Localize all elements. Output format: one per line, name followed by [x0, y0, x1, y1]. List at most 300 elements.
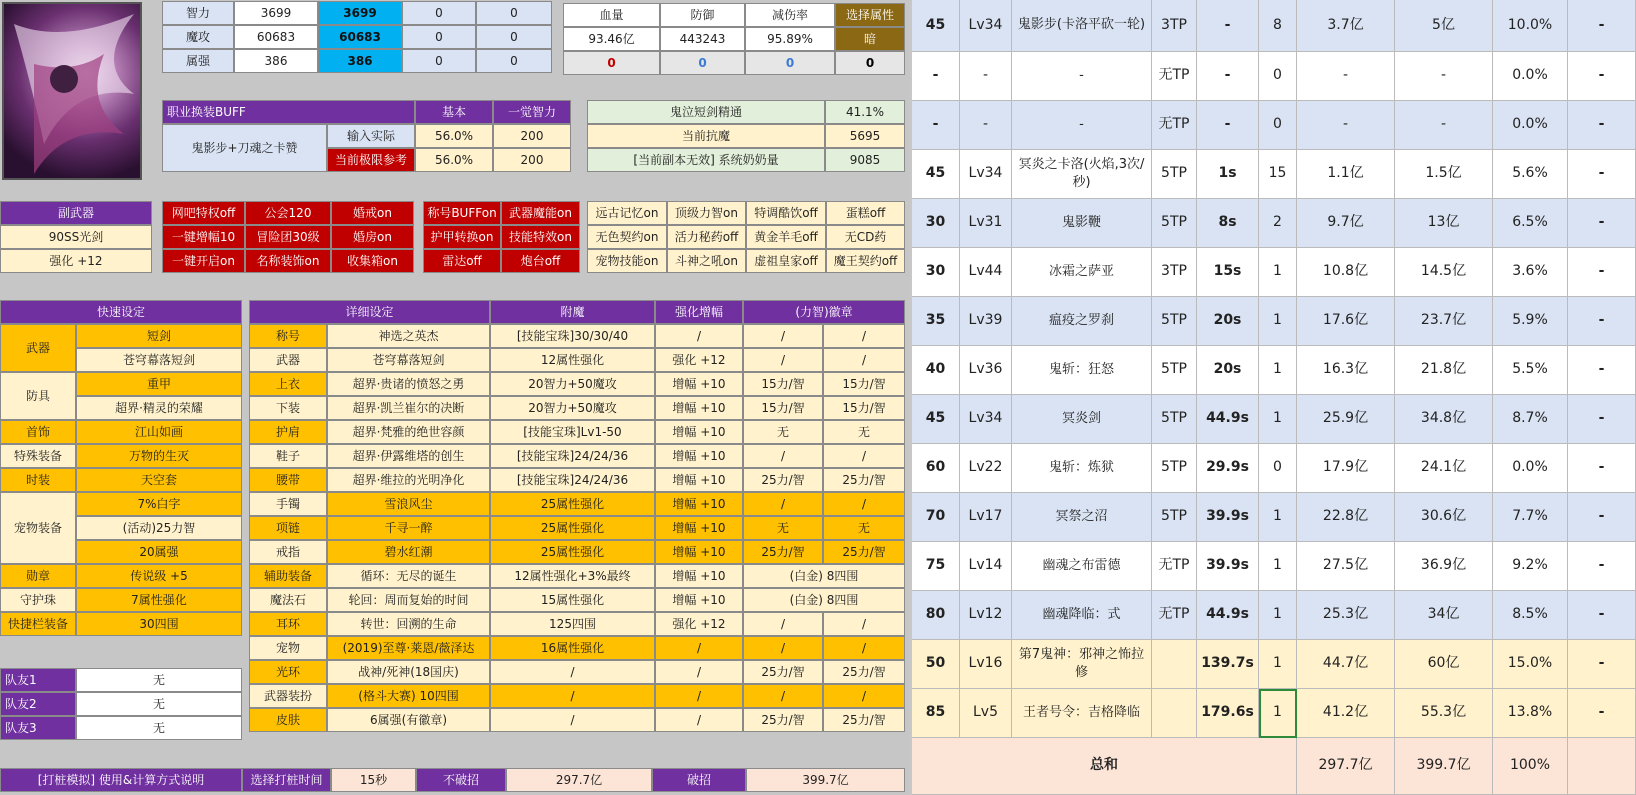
detail-cell: 项链	[249, 516, 327, 540]
toggle-button[interactable]: 收集箱on	[331, 249, 414, 273]
skill-row	[912, 493, 1636, 542]
quick-value[interactable]: 30四围	[76, 612, 242, 636]
teammate-value[interactable]: 无	[76, 668, 242, 692]
quick-value[interactable]: 超界·精灵的荣耀	[76, 396, 242, 420]
skill-count[interactable]: 2	[1259, 199, 1297, 248]
skill-dmg2: 5亿	[1395, 0, 1493, 52]
detail-cell[interactable]: 125四围	[490, 612, 655, 636]
skill-x: -	[1568, 542, 1636, 591]
skill-slv: Lv14	[960, 542, 1012, 591]
mastery-label: [当前副本无效] 系统奶奶量	[587, 148, 825, 172]
skill-dmg: 41.2亿	[1297, 689, 1395, 738]
monster-header: 防御	[660, 3, 745, 27]
toggle-button[interactable]: 雷达off	[423, 249, 501, 273]
detail-cell[interactable]: 25力/智	[823, 660, 905, 684]
quick-value[interactable]: (活动)25力智	[76, 516, 242, 540]
toggle-button[interactable]: 婚戒on	[331, 201, 414, 225]
detail-cell[interactable]: 超界·维拉的光明净化	[327, 468, 490, 492]
buff-input-label: 输入实际	[327, 124, 415, 148]
buff-skill-name: 鬼影步+刀魂之卡赞	[162, 124, 327, 172]
skill-dmg2: 34.8亿	[1395, 395, 1493, 444]
detail-cell[interactable]: 增幅 +10	[655, 396, 743, 420]
detail-cell[interactable]: /	[655, 660, 743, 684]
skill-x: -	[1568, 101, 1636, 150]
toggle-button[interactable]: 一键增幅10	[162, 225, 245, 249]
quick-value[interactable]: 天空套	[76, 468, 242, 492]
skill-pct: 5.9%	[1493, 297, 1568, 346]
skill-tp: 5TP	[1152, 297, 1197, 346]
detail-cell[interactable]: /	[743, 444, 823, 468]
detail-cell[interactable]: 超界·梵雅的绝世容颜	[327, 420, 490, 444]
detail-cell: 腰带	[249, 468, 327, 492]
detail-cell[interactable]: 15力/智	[743, 372, 823, 396]
toggle-button[interactable]: 称号BUFFon	[423, 201, 501, 225]
skill-x: -	[1568, 248, 1636, 297]
skill-tp: 5TP	[1152, 150, 1197, 199]
skill-slv: Lv31	[960, 199, 1012, 248]
detail-header: (力智)徽章	[743, 300, 905, 324]
detail-cell[interactable]: 16属性强化	[490, 636, 655, 660]
detail-cell: 上衣	[249, 372, 327, 396]
skill-slv: -	[960, 52, 1012, 101]
skill-table	[912, 0, 1636, 795]
detail-cell[interactable]: (白金) 8四围	[743, 564, 905, 588]
skill-x: -	[1568, 346, 1636, 395]
skill-cd: 39.9s	[1197, 493, 1259, 542]
stat-extra-b: 0	[476, 1, 552, 25]
skill-count[interactable]: 1	[1259, 248, 1297, 297]
stat-label: 魔攻	[162, 25, 234, 49]
toggle-button[interactable]: 武器魔能on	[501, 201, 580, 225]
detail-cell[interactable]: 碧水红潮	[327, 540, 490, 564]
detail-cell: 辅助装备	[249, 564, 327, 588]
detail-cell[interactable]: 25力/智	[823, 468, 905, 492]
buff-ref-label: 当前极限参考	[327, 148, 415, 172]
detail-cell[interactable]: 增幅 +10	[655, 564, 743, 588]
skill-dmg: -	[1297, 52, 1395, 101]
skill-dmg: 17.6亿	[1297, 297, 1395, 346]
skill-pct: 0.0%	[1493, 52, 1568, 101]
skill-dmg2: 55.3亿	[1395, 689, 1493, 738]
stat-base-value[interactable]: 60683	[234, 25, 318, 49]
help-link[interactable]: [打桩模拟] 使用&计算方式说明	[0, 768, 242, 792]
skill-cd: 20s	[1197, 346, 1259, 395]
detail-cell[interactable]: 增幅 +10	[655, 540, 743, 564]
toggle-button[interactable]: 顶级力智on	[667, 201, 746, 225]
skill-dmg: -	[1297, 101, 1395, 150]
detail-cell[interactable]: /	[743, 492, 823, 516]
toggle-button[interactable]: 黄金羊毛off	[746, 225, 826, 249]
detail-cell[interactable]: 超界·凯兰崔尔的决断	[327, 396, 490, 420]
skill-dmg2: 36.9亿	[1395, 542, 1493, 591]
detail-cell[interactable]: 无	[743, 516, 823, 540]
skill-tp: 3TP	[1152, 0, 1197, 52]
skill-name: -	[1012, 101, 1152, 150]
skill-count[interactable]: 1	[1259, 689, 1297, 738]
quick-label: 首饰	[0, 420, 76, 444]
total-row	[912, 738, 1636, 795]
toggle-button[interactable]: 技能特效on	[501, 225, 580, 249]
skill-pct: 6.5%	[1493, 199, 1568, 248]
detail-cell[interactable]: 增幅 +10	[655, 444, 743, 468]
detail-cell[interactable]: 25力/智	[823, 708, 905, 732]
skill-count[interactable]: 0	[1259, 52, 1297, 101]
skill-pct: 8.7%	[1493, 395, 1568, 444]
stat-final-value: 60683	[318, 25, 402, 49]
skill-pct: 10.0%	[1493, 0, 1568, 52]
skill-tp: 无TP	[1152, 101, 1197, 150]
stat-extra-b: 0	[476, 49, 552, 73]
toggle-button[interactable]: 婚房on	[331, 225, 414, 249]
skill-row	[912, 101, 1636, 150]
skill-lvl: 30	[912, 248, 960, 297]
skill-cd: 44.9s	[1197, 591, 1259, 640]
detail-cell[interactable]: 超界·伊露维塔的创生	[327, 444, 490, 468]
detail-cell[interactable]: 25属性强化	[490, 540, 655, 564]
detail-cell[interactable]: 25属性强化	[490, 492, 655, 516]
toggle-button[interactable]: 护甲转换on	[423, 225, 501, 249]
skill-count[interactable]: 1	[1259, 346, 1297, 395]
buff-header-int: 一觉智力	[493, 100, 571, 124]
detail-cell[interactable]: /	[490, 708, 655, 732]
skill-dmg: 10.8亿	[1297, 248, 1395, 297]
toggle-button[interactable]: 蛋糕off	[826, 201, 905, 225]
skill-row	[912, 640, 1636, 689]
detail-cell: 耳环	[249, 612, 327, 636]
monster-value[interactable]: 暗	[835, 27, 905, 51]
skill-lvl: 45	[912, 150, 960, 199]
detail-header: 附魔	[490, 300, 655, 324]
detail-cell[interactable]: 循环：无尽的诞生	[327, 564, 490, 588]
skill-row	[912, 542, 1636, 591]
quick-value[interactable]: 传说级 +5	[76, 564, 242, 588]
skill-lvl: 40	[912, 346, 960, 395]
skill-dmg2: 23.7亿	[1395, 297, 1493, 346]
skill-tp: 5TP	[1152, 199, 1197, 248]
detail-cell[interactable]: 12属性强化+3%最终	[490, 564, 655, 588]
detail-cell[interactable]: /	[743, 612, 823, 636]
skill-x: -	[1568, 640, 1636, 689]
skill-tp	[1152, 689, 1197, 738]
detail-cell[interactable]: [技能宝珠]Lv1-50	[490, 420, 655, 444]
detail-cell[interactable]: 增幅 +10	[655, 468, 743, 492]
skill-cd: -	[1197, 0, 1259, 52]
detail-cell[interactable]: /	[655, 708, 743, 732]
toggle-button[interactable]: 虚祖皇家off	[746, 249, 826, 273]
toggle-button[interactable]: 远古记忆on	[587, 201, 667, 225]
toggle-button[interactable]: 名称装饰on	[245, 249, 331, 273]
detail-cell[interactable]: /	[823, 636, 905, 660]
skill-slv: Lv12	[960, 591, 1012, 640]
mastery-value[interactable]: 9085	[825, 148, 905, 172]
detail-cell[interactable]: 战神/死神(18国庆)	[327, 660, 490, 684]
skill-slv: Lv34	[960, 395, 1012, 444]
skill-cd: 44.9s	[1197, 395, 1259, 444]
buff-input-base[interactable]: 56.0%	[415, 124, 493, 148]
skill-x: -	[1568, 52, 1636, 101]
skill-lvl: 50	[912, 640, 960, 689]
quick-value[interactable]: 苍穹幕落短剑	[76, 348, 242, 372]
detail-cell[interactable]: /	[743, 324, 823, 348]
detail-cell[interactable]: 25力/智	[743, 708, 823, 732]
skill-pct: 3.6%	[1493, 248, 1568, 297]
detail-cell[interactable]: 转世：回溯的生命	[327, 612, 490, 636]
skill-pct: 9.2%	[1493, 542, 1568, 591]
detail-cell[interactable]: 6属强(有徽章)	[327, 708, 490, 732]
skill-count[interactable]: 15	[1259, 150, 1297, 199]
detail-header: 强化增幅	[655, 300, 743, 324]
skill-count[interactable]: 8	[1259, 0, 1297, 52]
skill-name: 瘟疫之罗刹	[1012, 297, 1152, 346]
detail-cell: 鞋子	[249, 444, 327, 468]
skill-lvl: 80	[912, 591, 960, 640]
skill-x: -	[1568, 395, 1636, 444]
detail-cell[interactable]: 20智力+50魔攻	[490, 396, 655, 420]
time-select[interactable]: 15秒	[331, 768, 416, 792]
skill-dmg: 9.7亿	[1297, 199, 1395, 248]
detail-cell[interactable]: 15力/智	[823, 372, 905, 396]
monster-header: 减伤率	[745, 3, 835, 27]
skill-x: -	[1568, 493, 1636, 542]
skill-lvl: 85	[912, 689, 960, 738]
skill-count[interactable]: 1	[1259, 297, 1297, 346]
quick-value[interactable]: 重甲	[76, 372, 242, 396]
teammate-value[interactable]: 无	[76, 716, 242, 740]
stat-label: 属强	[162, 49, 234, 73]
detail-cell[interactable]: 25力/智	[743, 540, 823, 564]
skill-lvl: 35	[912, 297, 960, 346]
detail-cell[interactable]: [技能宝珠]24/24/36	[490, 468, 655, 492]
subweapon-enhance[interactable]: 强化 +12	[0, 249, 152, 273]
quick-label: 防具	[0, 372, 76, 420]
skill-row	[912, 150, 1636, 199]
detail-cell[interactable]: (白金) 8四围	[743, 588, 905, 612]
monster-value: 93.46亿	[563, 27, 660, 51]
skill-count[interactable]: 0	[1259, 444, 1297, 493]
skill-x: -	[1568, 689, 1636, 738]
skill-dmg2: 24.1亿	[1395, 444, 1493, 493]
detail-cell[interactable]: 强化 +12	[655, 348, 743, 372]
skill-name: 鬼斩：狂怒	[1012, 346, 1152, 395]
skill-count[interactable]: 0	[1259, 101, 1297, 150]
toggle-button[interactable]: 活力秘药off	[667, 225, 746, 249]
detail-cell[interactable]: /	[823, 492, 905, 516]
skill-slv: Lv34	[960, 150, 1012, 199]
skill-lvl: -	[912, 52, 960, 101]
detail-cell[interactable]: 无	[823, 420, 905, 444]
detail-cell[interactable]: 无	[743, 420, 823, 444]
detail-cell[interactable]: /	[823, 348, 905, 372]
detail-cell[interactable]: 千寻一醉	[327, 516, 490, 540]
skill-tp: 5TP	[1152, 346, 1197, 395]
toggle-button[interactable]: 公会120	[245, 201, 331, 225]
toggle-button[interactable]: 网吧特权off	[162, 201, 245, 225]
detail-cell[interactable]: /	[823, 324, 905, 348]
skill-lvl: 60	[912, 444, 960, 493]
stat-base-value[interactable]: 386	[234, 49, 318, 73]
skill-tp	[1152, 640, 1197, 689]
mastery-value[interactable]: 41.1%	[825, 100, 905, 124]
detail-cell[interactable]: 轮回：周而复始的时间	[327, 588, 490, 612]
detail-cell: 戒指	[249, 540, 327, 564]
skill-row	[912, 395, 1636, 444]
detail-cell[interactable]: 12属性强化	[490, 348, 655, 372]
teammate-label: 队友1	[0, 668, 76, 692]
detail-cell[interactable]: /	[743, 636, 823, 660]
toggle-button[interactable]: 魔王契约off	[826, 249, 905, 273]
monster-sub-value: 0	[745, 51, 835, 75]
toggle-button[interactable]: 冒险团30级	[245, 225, 331, 249]
detail-cell[interactable]: [技能宝珠]30/30/40	[490, 324, 655, 348]
mastery-value[interactable]: 5695	[825, 124, 905, 148]
skill-x: -	[1568, 591, 1636, 640]
detail-cell[interactable]: 神选之英杰	[327, 324, 490, 348]
buff-ref-base: 56.0%	[415, 148, 493, 172]
toggle-button[interactable]: 斗神之吼on	[667, 249, 746, 273]
skill-row	[912, 444, 1636, 493]
detail-cell[interactable]: (格斗大赛) 10四围	[327, 684, 490, 708]
detail-cell: 手镯	[249, 492, 327, 516]
stat-extra-a: 0	[402, 49, 476, 73]
skill-cd: 29.9s	[1197, 444, 1259, 493]
detail-cell[interactable]: 增幅 +10	[655, 516, 743, 540]
quick-value[interactable]: 江山如画	[76, 420, 242, 444]
detail-cell[interactable]: /	[655, 636, 743, 660]
toggle-button[interactable]: 一键开启on	[162, 249, 245, 273]
total-label: 总和	[912, 738, 1297, 795]
stat-final-value: 386	[318, 49, 402, 73]
skill-dmg2: 21.8亿	[1395, 346, 1493, 395]
total-dmg: 297.7亿	[1297, 738, 1395, 795]
detail-cell[interactable]: /	[490, 684, 655, 708]
stat-base-value[interactable]: 3699	[234, 1, 318, 25]
toggle-button[interactable]: 无色契约on	[587, 225, 667, 249]
skill-dmg2: -	[1395, 52, 1493, 101]
detail-cell[interactable]: 增幅 +10	[655, 588, 743, 612]
skill-count[interactable]: 1	[1259, 640, 1297, 689]
detail-cell[interactable]: 15力/智	[823, 396, 905, 420]
detail-cell[interactable]: 强化 +12	[655, 612, 743, 636]
buff-input-int[interactable]: 200	[493, 124, 571, 148]
skill-dmg: 3.7亿	[1297, 0, 1395, 52]
detail-cell[interactable]: 无	[823, 516, 905, 540]
detail-cell[interactable]: /	[655, 324, 743, 348]
skill-tp: 5TP	[1152, 493, 1197, 542]
skill-pct: 8.5%	[1493, 591, 1568, 640]
skill-dmg2: 13亿	[1395, 199, 1493, 248]
detail-cell[interactable]: 增幅 +10	[655, 492, 743, 516]
subweapon-title: 副武器	[0, 201, 152, 225]
skill-row	[912, 0, 1636, 52]
skill-name: 鬼斩：炼狱	[1012, 444, 1152, 493]
detail-cell[interactable]: 雪浪风尘	[327, 492, 490, 516]
skill-name: 鬼影鞭	[1012, 199, 1152, 248]
detail-cell[interactable]: 苍穹幕落短剑	[327, 348, 490, 372]
detail-cell[interactable]: 15属性强化	[490, 588, 655, 612]
skill-lvl: 75	[912, 542, 960, 591]
skill-lvl: 45	[912, 395, 960, 444]
skill-dmg: 44.7亿	[1297, 640, 1395, 689]
skill-x: -	[1568, 199, 1636, 248]
skill-tp: 无TP	[1152, 591, 1197, 640]
quick-label: 时装	[0, 468, 76, 492]
detail-cell[interactable]: 25力/智	[823, 540, 905, 564]
skill-dmg: 17.9亿	[1297, 444, 1395, 493]
detail-cell[interactable]: /	[823, 444, 905, 468]
skill-slv: Lv5	[960, 689, 1012, 738]
toggle-button[interactable]: 特调酷饮off	[746, 201, 826, 225]
toggle-button[interactable]: 无CD药	[826, 225, 905, 249]
skill-name: 幽魂降临：式	[1012, 591, 1152, 640]
detail-cell[interactable]: /	[743, 348, 823, 372]
quick-label: 快捷栏装备	[0, 612, 76, 636]
detail-cell: 皮肤	[249, 708, 327, 732]
skill-dmg2: 60亿	[1395, 640, 1493, 689]
break-value: 399.7亿	[746, 768, 905, 792]
skill-row	[912, 689, 1636, 738]
detail-cell[interactable]: /	[823, 684, 905, 708]
quick-value[interactable]: 20属强	[76, 540, 242, 564]
detail-cell[interactable]: [技能宝珠]24/24/36	[490, 444, 655, 468]
skill-cd: 1s	[1197, 150, 1259, 199]
quick-value[interactable]: 万物的生灭	[76, 444, 242, 468]
skill-tp: 5TP	[1152, 444, 1197, 493]
detail-cell[interactable]: /	[743, 684, 823, 708]
detail-cell[interactable]: /	[490, 660, 655, 684]
skill-count[interactable]: 1	[1259, 395, 1297, 444]
detail-cell[interactable]: 20智力+50魔攻	[490, 372, 655, 396]
detail-cell: 下装	[249, 396, 327, 420]
skill-pct: 5.6%	[1493, 150, 1568, 199]
quick-settings-title: 快速设定	[0, 300, 242, 324]
stat-extra-a: 0	[402, 25, 476, 49]
skill-slv: Lv36	[960, 346, 1012, 395]
quick-value[interactable]: 7属性强化	[76, 588, 242, 612]
stat-extra-a: 0	[402, 1, 476, 25]
toggle-button[interactable]: 炮台off	[501, 249, 580, 273]
quick-value[interactable]: 短剑	[76, 324, 242, 348]
skill-tp: 无TP	[1152, 542, 1197, 591]
toggle-button[interactable]: 宠物技能on	[587, 249, 667, 273]
teammate-value[interactable]: 无	[76, 692, 242, 716]
monster-header: 血量	[563, 3, 660, 27]
detail-cell[interactable]: 15力/智	[743, 396, 823, 420]
subweapon-name[interactable]: 90SS光剑	[0, 225, 152, 249]
detail-cell[interactable]: 25属性强化	[490, 516, 655, 540]
detail-cell[interactable]: 超界·贵诸的愤怒之勇	[327, 372, 490, 396]
skill-count[interactable]: 1	[1259, 591, 1297, 640]
skill-dmg2: -	[1395, 101, 1493, 150]
skill-slv: Lv16	[960, 640, 1012, 689]
skill-cd: 20s	[1197, 297, 1259, 346]
monster-value: 443243	[660, 27, 745, 51]
skill-name: 冰霜之萨亚	[1012, 248, 1152, 297]
detail-cell[interactable]: (2019)至尊·莱恩/薇泽达	[327, 636, 490, 660]
quick-value[interactable]: 7%白字	[76, 492, 242, 516]
skill-count[interactable]: 1	[1259, 493, 1297, 542]
quick-label: 勋章	[0, 564, 76, 588]
skill-dmg: 25.3亿	[1297, 591, 1395, 640]
skill-count[interactable]: 1	[1259, 542, 1297, 591]
detail-cell[interactable]: /	[655, 684, 743, 708]
detail-cell[interactable]: 25力/智	[743, 468, 823, 492]
detail-cell[interactable]: 25力/智	[743, 660, 823, 684]
detail-cell[interactable]: 增幅 +10	[655, 372, 743, 396]
skill-row	[912, 591, 1636, 640]
total-dmg2: 399.7亿	[1395, 738, 1493, 795]
detail-cell[interactable]: /	[823, 612, 905, 636]
detail-cell[interactable]: 增幅 +10	[655, 420, 743, 444]
